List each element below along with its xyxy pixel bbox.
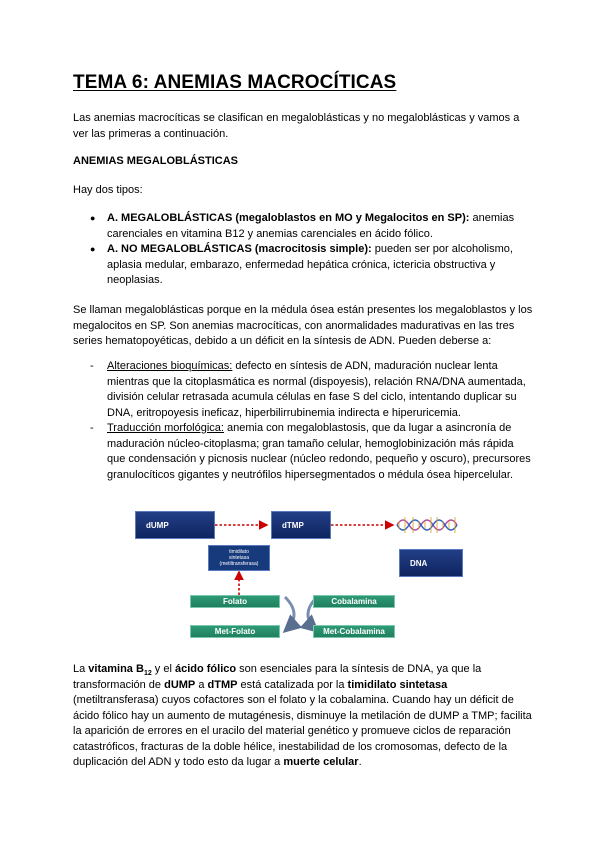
text-run: (metiltransferasa) cuyos cofactores son el folato y la cobalamina. Cuando hay un déficit de ácido fólico hay un aumento de mutagénesis, disminuye la metilación de dUMP a TMP; facilita la aparición de errores en el uracilo del material genético y promueve ciclos de reparación catastróficos, fracturas de la doble hélice, inestabilidad de los cromosomas, defecto de la duplicación del ADN y todo esto da lugar a <box>73 694 532 768</box>
bold-run: ácido fólico <box>174 663 237 675</box>
dump-box: dUMP <box>135 511 215 539</box>
list-item-text: defecto en síntesis de ADN, maduración nuclear lenta mientras que la citoplasmática es normal (dispoyesis), relación RNA/DNA aumentada, división celular retrasada acumula células en fase S del ciclo, intentando duplicar su DNA, eritropoyesis ineficaz, hiperbilirrubinemia indirecta e hiperuricemia. <box>107 360 526 419</box>
met-folato-box: Met-Folato <box>190 625 280 638</box>
dna-box: DNA <box>399 549 463 577</box>
list-item-text: pueden ser por alcoholismo, aplasia medular, embarazo, enfermedad hepática crónica, ictericia obstructiva y neoplasias. <box>107 243 513 286</box>
cobalamina-box: Cobalamina <box>313 595 395 608</box>
list-item-text: anemia con megaloblastosis, que da lugar a asincronía de maduración núcleo-citoplasma; gran tamaño celular, hemoglobinización más rápida que condensación y picnosis nuclear (núcleo redondo, pequeño y oscuro), precursores granulocíticos gigantes y neutrófilos hipersegmentados o médula ósea hipercelular. <box>107 422 531 481</box>
bold-run: muerte celular <box>283 756 359 768</box>
arrow-curve-left <box>285 597 294 631</box>
text-run: a <box>195 678 208 691</box>
list-item-bold: A. NO MEGALOBLÁSTICAS (macrocitosis simple): <box>107 243 372 255</box>
list-item-label: Traducción morfológica: <box>107 422 224 434</box>
enzyme-line: sintetasa <box>228 555 249 561</box>
list-item <box>73 421 533 483</box>
text-run: y el <box>151 663 175 675</box>
bold-run: dTMP <box>207 678 238 691</box>
dtmp-box: dTMP <box>271 511 331 539</box>
list-item-bold: A. MEGALOBLÁSTICAS (megaloblastos en MO y Megalocitos en SP): <box>107 212 470 224</box>
list-item <box>73 359 533 421</box>
bullet-icon: ● <box>90 213 96 223</box>
text-run: La <box>73 663 89 675</box>
bold-run: timidilato sintetasa <box>347 678 448 691</box>
types-intro: Hay dos tipos: <box>73 184 143 196</box>
page-title: TEMA 6: ANEMIAS MACROCÍTICAS <box>73 72 397 93</box>
text-run: . <box>358 756 362 768</box>
enzyme-line: (metiltransferasa) <box>219 561 259 567</box>
causes-list <box>73 359 533 483</box>
bold-run: dUMP <box>164 678 196 691</box>
bold-run: vitamina B <box>88 663 144 675</box>
dash-icon: - <box>90 360 94 372</box>
section-heading: ANEMIAS MEGALOBLÁSTICAS <box>73 155 238 167</box>
text-run: son esenciales para la síntesis de DNA, ya que la transformación de <box>73 663 482 691</box>
text-run: está catalizada por la <box>237 678 348 691</box>
folato-box: Folato <box>190 595 280 608</box>
list-item <box>73 211 533 242</box>
list-item-text: anemias carenciales en vitamina B12 y anemias carenciales en ácido fólico. <box>107 212 515 240</box>
intro-paragraph: Las anemias macrocíticas se clasifican en megaloblásticas y no megaloblásticas y vamos a ver las primeras a continuación. <box>73 112 520 140</box>
types-list <box>73 211 533 289</box>
list-item <box>73 242 533 289</box>
list-item-label: Alteraciones bioquímicas: <box>107 360 233 372</box>
dna-synthesis-diagram <box>135 505 465 645</box>
megaloblastic-paragraph: Se llaman megaloblásticas porque en la médula ósea están presentes los megaloblastos y los megalocitos en SP. Son anemias macrocíticas, con anormalidades madurativas en las tres series hematopoyéticas, debido a un déficit en la síntesis de ADN. Pueden deberse a: <box>73 304 533 347</box>
met-cobalamina-box: Met-Cobalamina <box>313 625 395 638</box>
dash-icon: - <box>90 422 94 434</box>
enzyme-line: timidilato <box>229 549 249 555</box>
enzyme-label <box>208 545 270 571</box>
dna-helix-icon <box>397 517 457 533</box>
subscript: 12 <box>143 670 152 678</box>
bullet-icon: ● <box>90 244 96 254</box>
vitamin-paragraph <box>73 662 533 771</box>
